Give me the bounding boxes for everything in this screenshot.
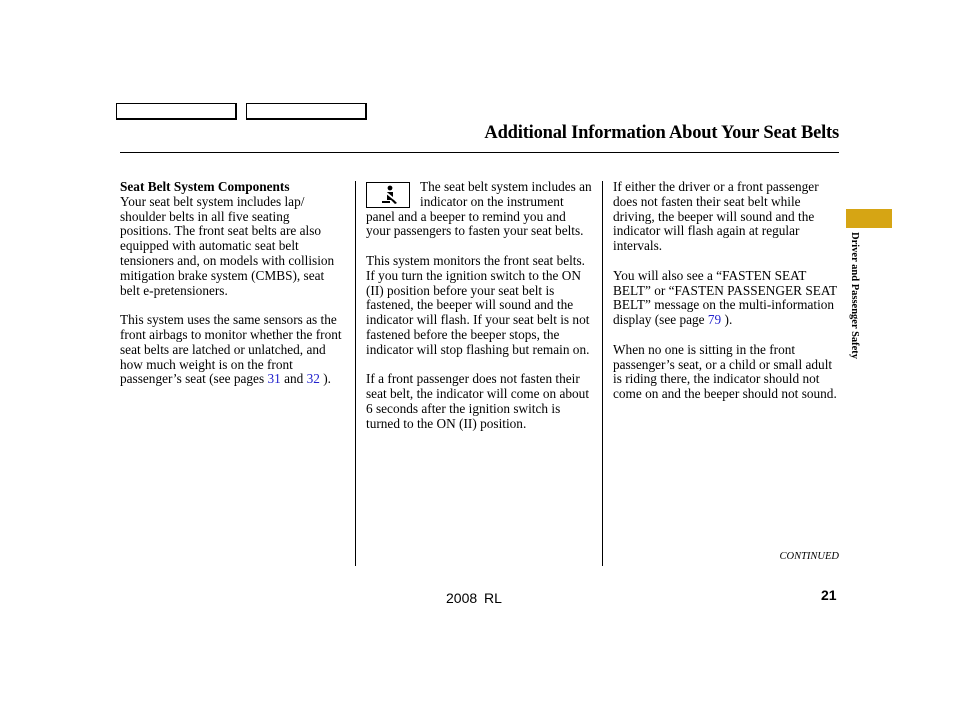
- column-divider: [602, 181, 603, 566]
- paragraph: If either the driver or a front passenger does not fasten their seat belt while driving, the beeper will sound and the indicator will flash again at regular intervals.: [613, 179, 819, 254]
- page-link-32[interactable]: 32: [306, 371, 320, 387]
- paragraph-text: You will also see a “FASTEN SEAT BELT” or “FASTEN PASSENGER SEAT BELT” message on the multi-information display (see page: [613, 267, 837, 328]
- paragraph: If a front passenger does not fasten their seat belt, the indicator will come on about 6 seconds after the ignition switch is turned to the ON (II) position.: [366, 371, 590, 431]
- paragraph: [613, 269, 837, 328]
- paragraph-text: This system uses the same sensors as the front airbags to monitor whether the front seat belts are latched or unlatched, and how much weight is on the front passenger’s seat (see pages: [120, 312, 342, 387]
- page-title: Additional Information About Your Seat Belts: [484, 123, 839, 143]
- continued-label: CONTINUED: [779, 551, 839, 562]
- seat-belt-reminder-icon: [366, 182, 410, 208]
- conjunction-text: and: [284, 371, 304, 387]
- paragraph-end: ).: [323, 371, 331, 387]
- paragraph-end: ).: [724, 312, 733, 328]
- nav-button-previous[interactable]: [116, 103, 237, 120]
- section-label: Driver and Passenger Safety: [849, 232, 860, 360]
- paragraph: Your seat belt system includes lap/ shoulder belts in all five seating positions. The front seat belts are also equipped with automatic seat belt tensioners and, on models with collision mitigation brake system (CMBS), seat belt e-pretensioners.: [120, 193, 335, 298]
- paragraph: This system monitors the front seat belts. If you turn the ignition switch to the ON (II) position before your seat belt is fastened, the beeper will sound and the indicator will flash. If your seat belt is not fastened before the beeper stops, the indicator will stop flashing but remain on.: [366, 252, 590, 357]
- paragraph: The seat belt system includes an indicator on the instrument panel and a beeper to remind you and your passengers to fasten your seat belts.: [366, 179, 592, 239]
- title-rule: [120, 152, 839, 153]
- model-label: 2008 RL: [446, 590, 502, 606]
- paragraph: When no one is sitting in the front passenger’s seat, or a child or small adult is riding there, the indicator should not come on and the beeper should not sound.: [613, 341, 837, 402]
- column-divider: [355, 181, 356, 566]
- nav-button-next[interactable]: [246, 103, 367, 120]
- page-link-31[interactable]: 31: [267, 371, 281, 387]
- column-1: [120, 180, 344, 402]
- page-number: 21: [821, 587, 837, 603]
- column-2: [366, 180, 592, 446]
- column-3: [613, 180, 837, 417]
- paragraph: [120, 313, 344, 387]
- section-tab: [846, 209, 892, 228]
- page-link-79[interactable]: 79: [707, 312, 722, 328]
- section-heading: Seat Belt System Components: [120, 179, 290, 194]
